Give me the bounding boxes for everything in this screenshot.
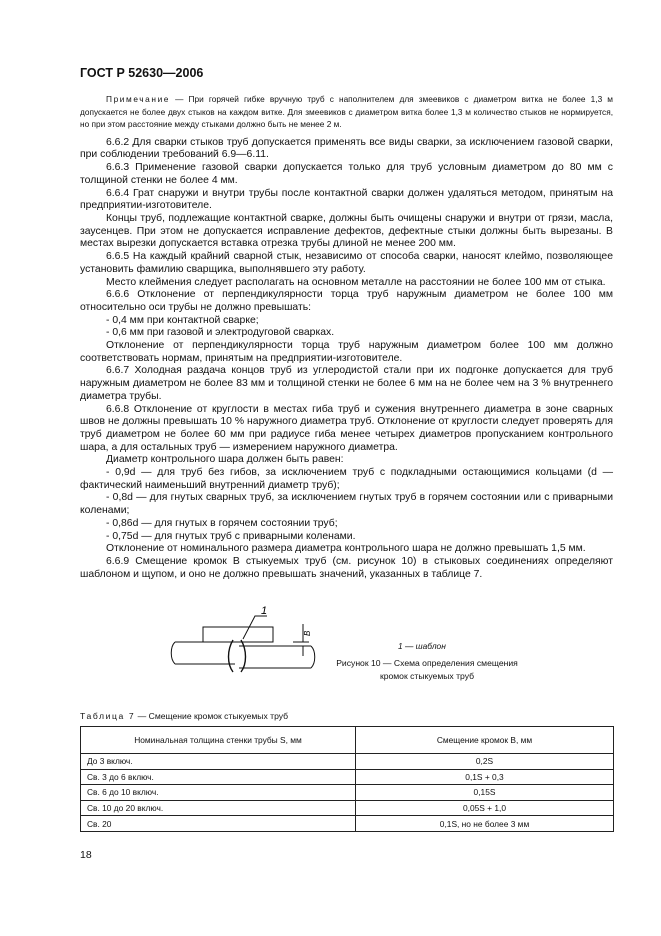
body-text [80, 93, 613, 581]
table-header-row [81, 727, 614, 754]
para-perp-large: Отклонение от перпендикулярности торца труб наружным диаметром более 100 мм должно соответствовать нормам, принятым на предприятии-изготовителе. [80, 340, 613, 364]
para-ball-diameter: Диаметр контрольного шара должен быть равен: [106, 454, 344, 466]
note-label: Примечание [106, 94, 171, 104]
cell-thickness: Св. 6 до 10 включ. [81, 785, 356, 801]
dim-label: B [303, 630, 312, 636]
para-6-6-8: 6.6.8 Отклонение от круглости в местах гиба труб и сужения внутреннего диаметра в зоне сварных швов не должны превышать 10 % наружного диаметра труб. Отклонение от круглости следует проверять для труб диаметром не более 60 мм при радиусе гиба менее четырех диаметров пропусканием контрольного шара, а для остальных труб — измерением наружного диаметра. [80, 403, 613, 453]
header-thickness: Номинальная толщина стенки трубы S, мм [81, 727, 356, 754]
cell-thickness: Св. 10 до 20 включ. [81, 800, 356, 816]
list-item: - 0,6 мм при газовой и электродуговой сварках. [106, 327, 335, 339]
page-number: 18 [80, 849, 92, 861]
cell-thickness: Св. 20 [81, 816, 356, 832]
cell-offset: 0,1S, но не более 3 мм [356, 816, 614, 832]
cell-offset: 0,1S + 0,3 [356, 769, 614, 785]
para-stamp-place: Место клеймения следует располагать на основном металле на расстоянии не более 100 мм от стыка. [106, 276, 606, 288]
figure-caption: Рисунок 10 — Схема определения смещения кромок стыкуемых труб [336, 658, 518, 681]
list-item: - 0,9d — для труб без гибов, за исключением труб с подкладными остающимися кольцами (d — фактический наименьший внутренний диаметр труб); [80, 467, 613, 491]
header-offset: Смещение кромок B, мм [356, 727, 614, 754]
para-6-6-5: 6.6.5 На каждый крайний сварной стык, независимо от способа сварки, наносят клеймо, позволяющее установить фамилию сварщика, выполнявшего эту работу. [80, 251, 613, 275]
para-6-6-9: 6.6.9 Смещение кромок B стыкуемых труб (см. рисунок 10) в стыковых соединениях определяют шаблоном и щупом, и оно не должно превышать значений, указанных в таблице 7. [80, 555, 613, 580]
para-cleaning: Концы труб, подлежащие контактной сварке, должны быть очищены снаружи и внутри от грязи, масла, заусенцев. При этом не допускается исправление дефектов, дефектные стыки должны быть вырезаны. В местах вырезки допускается вставка отрезка трубы длиной не менее 200 мм. [80, 213, 613, 250]
template-bar [203, 627, 273, 642]
para-6-6-4: 6.6.4 Грат снаружи и внутри трубы после контактной сварки должен удаляться методом, принятым на предприятии-изготовителе. [80, 187, 613, 212]
table-row [81, 785, 614, 801]
left-pipe [171, 642, 235, 664]
cell-offset: 0,15S [356, 785, 614, 801]
cell-thickness: До 3 включ. [81, 754, 356, 770]
callout-number: 1 [261, 605, 268, 617]
table-row [81, 769, 614, 785]
note-text: — При горячей гибке вручную труб с наполнителем для змеевиков с диаметром витка не более 1,3 м допускается не более двух стыков на каждом витке. Для змеевиков с диаметром витка более 1,3 м количество стыков не нормируется, но при этом расстояние между стыками должно быть не менее 2 м. [80, 94, 613, 130]
note [80, 93, 613, 131]
figure-legend: 1 — шаблон [398, 641, 446, 651]
weld-seam [229, 640, 246, 672]
cell-offset: 0,05S + 1,0 [356, 800, 614, 816]
table-row [81, 816, 614, 832]
document-header: ГОСТ Р 52630—2006 [80, 66, 204, 80]
para-6-6-7: 6.6.7 Холодная раздача концов труб из углеродистой стали при их подгонке допускается для труб наружным диаметром не более 83 мм и толщиной стенки не более 6 мм на не более чем на 3 % внутреннего диаметра трубы. [80, 365, 613, 402]
dim-lines [293, 624, 309, 656]
table-row [81, 800, 614, 816]
table-row [81, 754, 614, 770]
list-item: - 0,75d — для гнутых труб с приварными коленами. [106, 530, 356, 542]
para-6-6-3: 6.6.3 Применение газовой сварки допускается только для труб условным диаметром до 80 мм с толщиной стенки не более 4 мм. [80, 162, 613, 186]
table-caption-label: Таблица 7 [80, 711, 136, 721]
para-6-6-2: 6.6.2 Для сварки стыков труб допускается применять все виды сварки, за исключением газовой сварки, при соблюдении требований 6.9—6.11. [80, 136, 613, 161]
cell-offset: 0,2S [356, 754, 614, 770]
list-item: - 0,8d — для гнутых сварных труб, за исключением гнутых труб в горячем состоянии или с приварными коленами; [80, 492, 613, 517]
table-caption [80, 711, 288, 721]
list-item: - 0,86d — для гнутых в горячем состоянии труб; [106, 517, 338, 529]
para-ball-tolerance: Отклонение от номинального размера диаметра контрольного шара не должно превышать 1,5 мм. [106, 543, 586, 555]
list-item: - 0,4 мм при контактной сварке; [106, 314, 259, 326]
cell-thickness: Св. 3 до 6 включ. [81, 769, 356, 785]
para-6-6-6: 6.6.6 Отклонение от перпендикулярности торца труб наружным диаметром не более 100 мм относительно оси трубы не должно превышать: [80, 289, 613, 313]
table-caption-text: — Смещение кромок стыкуемых труб [135, 711, 289, 721]
table-7 [80, 726, 614, 832]
